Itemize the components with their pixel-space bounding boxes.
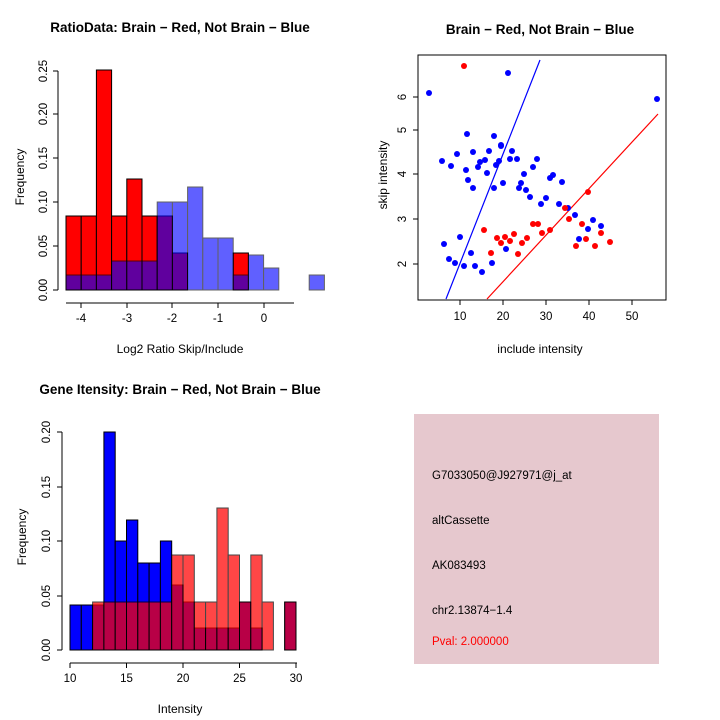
ratio-ylabel: Frequency bbox=[13, 148, 27, 206]
info-probeset-id: G7033050@J927971@j_at bbox=[432, 470, 572, 482]
svg-text:0.05: 0.05 bbox=[41, 584, 53, 608]
scatter-points-not-brain bbox=[426, 70, 660, 275]
ratio-xlabel: Log2 Ratio Skip/Include bbox=[116, 342, 244, 356]
scatter-ylabel: skip intensity bbox=[376, 140, 390, 210]
gene-x-ticklabels bbox=[64, 673, 303, 685]
info-pval: Pval: 2.000000 bbox=[432, 636, 509, 648]
ratio-histogram-title: RatioData: Brain − Red, Not Brain − Blue bbox=[50, 20, 310, 35]
svg-text:30: 30 bbox=[539, 311, 553, 323]
svg-text:20: 20 bbox=[176, 673, 190, 685]
svg-text:0.10: 0.10 bbox=[38, 190, 50, 214]
intensity-scatter-panel bbox=[360, 0, 720, 360]
gene-info-panel bbox=[414, 414, 659, 664]
svg-text:0.05: 0.05 bbox=[38, 234, 50, 258]
svg-text:-3: -3 bbox=[121, 313, 133, 325]
svg-text:15: 15 bbox=[120, 673, 133, 685]
info-event-type: altCassette bbox=[432, 515, 490, 527]
info-locus: chr2.13874−1.4 bbox=[432, 605, 513, 617]
gene-y-ticklabels bbox=[41, 421, 53, 661]
svg-text:0.20: 0.20 bbox=[41, 420, 53, 444]
svg-text:6: 6 bbox=[397, 93, 409, 101]
svg-text:-4: -4 bbox=[75, 313, 87, 325]
svg-text:-2: -2 bbox=[166, 313, 178, 325]
svg-text:-1: -1 bbox=[212, 313, 224, 325]
svg-text:0: 0 bbox=[260, 313, 268, 325]
svg-text:0.20: 0.20 bbox=[38, 102, 50, 126]
ratio-histogram-panel bbox=[0, 0, 360, 360]
scatter-x-ticklabels bbox=[454, 311, 639, 323]
gene-intensity-title: Gene Itensity: Brain − Red, Not Brain − Blue bbox=[39, 382, 321, 397]
ratio-y-ticklabels bbox=[38, 60, 50, 301]
svg-text:0.00: 0.00 bbox=[38, 278, 50, 302]
ratio-x-ticklabels bbox=[76, 313, 267, 325]
svg-text:0.15: 0.15 bbox=[38, 146, 50, 170]
svg-text:20: 20 bbox=[496, 311, 510, 323]
scatter-title: Brain − Red, Not Brain − Blue bbox=[445, 22, 635, 37]
svg-text:0.25: 0.25 bbox=[38, 59, 50, 83]
svg-text:10: 10 bbox=[453, 311, 467, 323]
svg-text:30: 30 bbox=[289, 673, 303, 685]
svg-text:10: 10 bbox=[63, 673, 77, 685]
intensity-scatter-svg bbox=[360, 0, 720, 360]
scatter-xlabel: include intensity bbox=[497, 342, 583, 356]
svg-text:50: 50 bbox=[625, 311, 639, 323]
gene-intensity-panel bbox=[0, 360, 360, 720]
ratio-x-axis bbox=[66, 303, 294, 308]
gene-xlabel: Intensity bbox=[157, 702, 203, 716]
svg-text:3: 3 bbox=[397, 215, 409, 223]
gene-y-axis bbox=[57, 432, 62, 650]
ratio-y-axis bbox=[53, 71, 58, 290]
info-accession: AK083493 bbox=[432, 560, 486, 572]
svg-text:0.15: 0.15 bbox=[41, 475, 53, 499]
ratio-histogram-svg bbox=[0, 0, 360, 360]
svg-text:25: 25 bbox=[233, 673, 246, 685]
svg-text:40: 40 bbox=[582, 311, 596, 323]
gene-x-axis bbox=[70, 663, 297, 668]
scatter-y-ticklabels bbox=[397, 94, 409, 267]
svg-text:5: 5 bbox=[397, 126, 409, 134]
gene-intensity-svg bbox=[0, 360, 360, 720]
svg-text:0.00: 0.00 bbox=[41, 638, 53, 662]
gene-ylabel: Frequency bbox=[15, 508, 29, 566]
svg-text:2: 2 bbox=[397, 260, 409, 268]
svg-text:4: 4 bbox=[397, 170, 409, 178]
scatter-axes bbox=[413, 97, 632, 305]
svg-text:0.10: 0.10 bbox=[41, 529, 53, 553]
